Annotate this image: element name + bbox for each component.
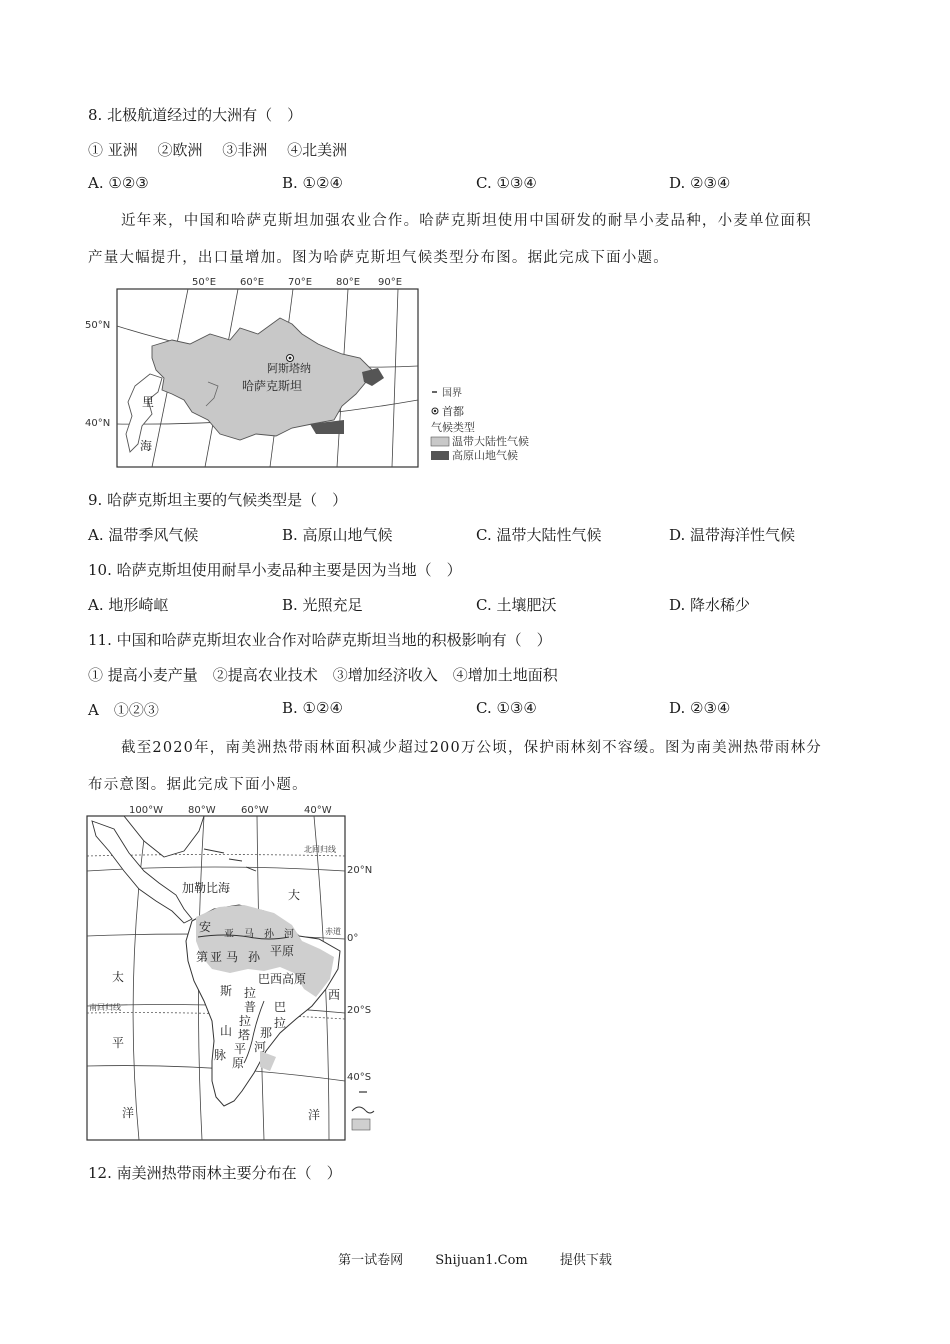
legend-highland-label: 高原山地气候 — [452, 449, 518, 462]
lat-20n: 20°N — [347, 865, 373, 876]
equator-label: 赤道 — [325, 927, 341, 936]
pacific-char-1: 太 — [112, 970, 125, 984]
lon-80w: 80°W — [188, 805, 216, 816]
lat-50n: 50°N — [85, 320, 111, 331]
legend-continental-label: 温带大陆性气候 — [452, 435, 529, 448]
parana-char-4: 河 — [254, 1040, 267, 1054]
amazon-plain-2: 马 — [226, 950, 239, 964]
capital-marker-astana — [287, 355, 294, 362]
laplata-char-5: 平 — [234, 1042, 247, 1056]
q8-option-c: C. ①③④ — [476, 174, 537, 192]
legend-border-label: 国界 — [442, 388, 462, 399]
legend-capital-label: 首都 — [442, 405, 464, 418]
q8-option-b: B. ①②④ — [282, 174, 343, 192]
lon-90e: 90°E — [378, 277, 403, 288]
atlantic-char-3: 洋 — [308, 1108, 321, 1122]
q10-stem: 10. 哈萨克斯坦使用耐旱小麦品种主要是因为当地（ ） — [88, 561, 462, 579]
country-label: 哈萨克斯坦 — [242, 379, 303, 393]
q10-option-c: C. 土壤肥沃 — [476, 596, 557, 614]
q11-stem: 11. 中国和哈萨克斯坦农业合作对哈萨克斯坦当地的积极影响有（ ） — [88, 631, 552, 649]
lon-70e: 70°E — [288, 277, 313, 288]
q11-option-d: D. ②③④ — [669, 699, 731, 717]
q8-items: ① 亚洲 ②欧洲 ③非洲 ④北美洲 — [88, 141, 348, 159]
passage1-line2: 产量大幅提升，出口量增加。图为哈萨克斯坦气候类型分布图。据此完成下面小题。 — [88, 250, 669, 266]
q11-option-a: A ①②③ — [88, 701, 159, 719]
map1-legend — [431, 387, 529, 462]
lon-100w: 100°W — [129, 805, 163, 816]
amazon-plain-4: 平原 — [270, 944, 295, 958]
laplata-char-3: 拉 — [239, 1014, 252, 1028]
q11-option-b: B. ①②④ — [282, 699, 343, 717]
parana-char-3: 那 — [260, 1026, 273, 1040]
andes-char-3: 斯 — [220, 984, 233, 998]
andes-char-4: 山 — [220, 1024, 233, 1038]
atlantic-char-2: 西 — [328, 988, 341, 1002]
q8-option-a: A. ①②③ — [88, 174, 149, 192]
pacific-char-2: 平 — [112, 1036, 125, 1050]
legend-climate-title: 气候类型 — [431, 421, 475, 434]
laplata-char-2: 普 — [244, 1000, 257, 1014]
amazon-plain-1: 亚 — [210, 950, 223, 964]
page-footer — [0, 1249, 950, 1268]
andes-char-5: 脉 — [214, 1048, 227, 1062]
lat-20s: 20°S — [347, 1005, 372, 1016]
passage2-line2: 布示意图。据此完成下面小题。 — [88, 777, 308, 793]
q11-items: ① 提高小麦产量 ②提高农业技术 ③增加经济收入 ④增加土地面积 — [88, 666, 558, 684]
atlantic-char-1: 大 — [288, 888, 301, 902]
q8-stem: 8. 北极航道经过的大洲有（ ） — [88, 106, 303, 124]
laplata-char-6: 原 — [232, 1056, 245, 1070]
q8-option-d: D. ②③④ — [669, 174, 731, 192]
lat-40n: 40°N — [85, 418, 111, 429]
q9-option-d: D. 温带海洋性气候 — [669, 526, 796, 544]
kazakhstan-climate-map — [80, 274, 560, 470]
q10-option-b: B. 光照充足 — [282, 596, 363, 614]
lon-80e: 80°E — [336, 277, 361, 288]
passage1-line1: 近年来，中国和哈萨克斯坦加强农业合作。哈萨克斯坦使用中国研发的耐旱小麦品种，小麦单位面积 — [121, 213, 812, 229]
laplata-char-1: 拉 — [244, 986, 257, 1000]
q9-option-c: C. 温带大陆性气候 — [476, 526, 602, 544]
lon-60w: 60°W — [241, 805, 269, 816]
parana-char-1: 巴 — [274, 1000, 287, 1014]
lat-40s: 40°S — [347, 1072, 372, 1083]
lon-60e: 60°E — [240, 277, 265, 288]
footer-note: 提供下载 — [559, 1253, 612, 1268]
caspian-label-2: 海 — [140, 439, 153, 453]
q9-option-b: B. 高原山地气候 — [282, 526, 393, 544]
q11-option-c: C. ①③④ — [476, 699, 537, 717]
passage2-line1: 截至2020年，南美洲热带雨林面积减少超过200万公顷，保护雨林刻不容缓。图为南美洲热带雨林分 — [121, 740, 822, 756]
caspian-label-1: 里 — [142, 395, 155, 409]
amazon-river-label: 亚 马 孙 河 — [224, 929, 294, 940]
lon-40w: 40°W — [304, 805, 332, 816]
q10-option-d: D. 降水稀少 — [669, 596, 751, 614]
footer-site: 第一试卷网 — [338, 1253, 404, 1268]
brazil-plateau-label: 巴西高原 — [258, 972, 307, 986]
pacific-char-3: 洋 — [122, 1106, 135, 1120]
andes-char-1: 安 — [199, 920, 212, 934]
map2-legend — [352, 1092, 374, 1130]
tropic-south-label: 南回归线 — [89, 1003, 121, 1012]
q9-stem: 9. 哈萨克斯坦主要的气候类型是（ ） — [88, 491, 348, 509]
andes-char-2: 第 — [196, 950, 209, 964]
parana-char-2: 拉 — [274, 1016, 287, 1030]
lat-0: 0° — [347, 933, 359, 944]
capital-label: 阿斯塔纳 — [267, 362, 311, 375]
caribbean-label: 加勒比海 — [182, 881, 231, 895]
amazon-plain-3: 孙 — [248, 950, 261, 964]
q12-stem: 12. 南美洲热带雨林主要分布在（ ） — [88, 1164, 342, 1182]
south-america-rainforest-map — [84, 801, 384, 1147]
tropic-north-label: 北回归线 — [304, 845, 336, 854]
footer-url[interactable]: Shijuan1.Com — [435, 1253, 528, 1268]
q9-option-a: A. 温带季风气候 — [88, 526, 199, 544]
laplata-char-4: 塔 — [238, 1028, 251, 1042]
lon-50e: 50°E — [192, 277, 217, 288]
q10-option-a: A. 地形崎岖 — [88, 596, 169, 614]
